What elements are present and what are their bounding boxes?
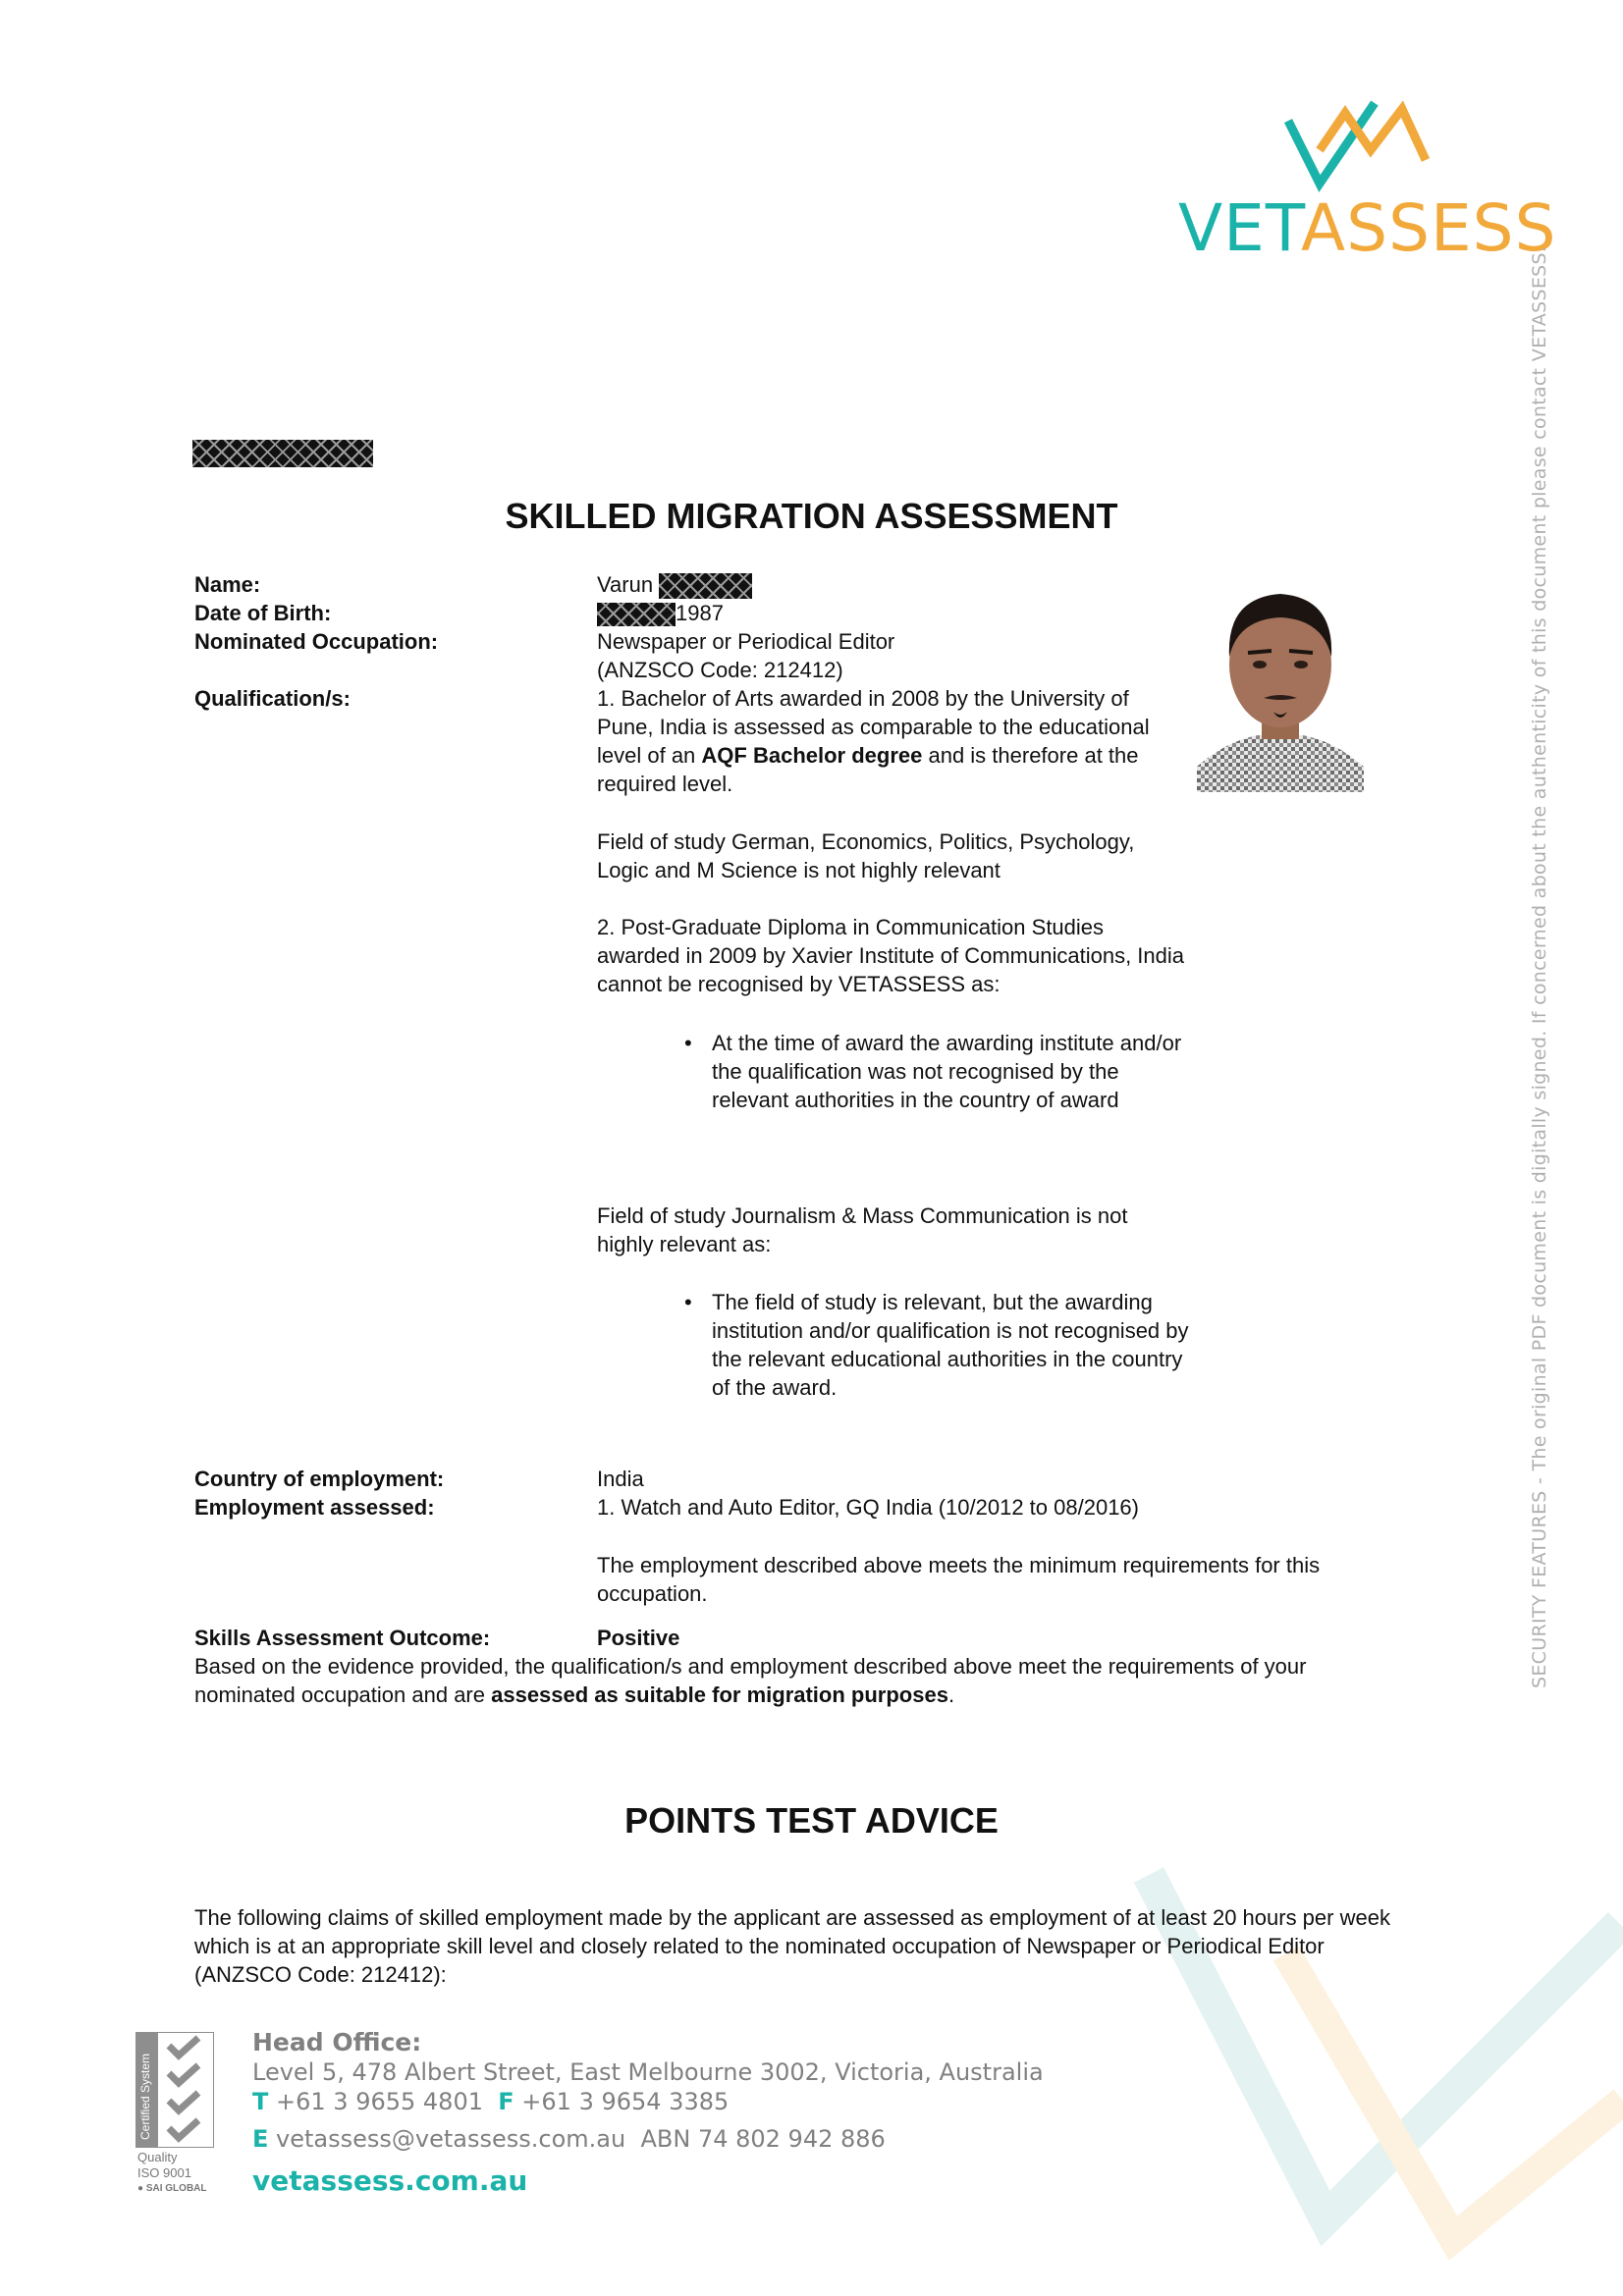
points-test-title: POINTS TEST ADVICE bbox=[624, 1800, 999, 1841]
occupation-code: (ANZSCO Code: 212412) bbox=[597, 658, 843, 682]
redacted-birth-day bbox=[597, 603, 676, 626]
outcome-statement-end: . bbox=[947, 1682, 955, 1707]
fax-label: F bbox=[498, 2088, 514, 2115]
assessment-title: SKILLED MIGRATION ASSESSMENT bbox=[505, 496, 1118, 536]
name-label: Name: bbox=[194, 572, 261, 597]
qualification-1-result: and is therefore at the required level. bbox=[597, 743, 1139, 796]
occupation-label: Nominated Occupation: bbox=[194, 629, 439, 654]
bullet-icon: • bbox=[684, 1031, 692, 1055]
points-test-text: The following claims of skilled employment made by the applicant are assessed as employment of at least 20 hours per week which is at an appropriate skill level and closely related to the nominated occupation of Newspaper or Periodical Editor (ANZSCO Code: 212412): bbox=[194, 1905, 1390, 1987]
qualification-1-text: 1. Bachelor of Arts awarded in 2008 by the University of Pune, India is assessed as comparable to the educational level of an bbox=[597, 686, 1150, 768]
email-address[interactable]: vetassess@vetassess.com.au bbox=[276, 2125, 626, 2153]
outcome-statement-emphasis: assessed as suitable for migration purposes bbox=[491, 1682, 948, 1707]
qualification-1-level: AQF Bachelor degree bbox=[701, 743, 923, 768]
security-features-text: SECURITY FEATURES - The original PDF document is digitally signed. If concerned about the authenticity of this document please contact VETASSESS. bbox=[1529, 245, 1550, 1688]
email-label: E bbox=[252, 2125, 269, 2153]
phone-number: +61 3 9655 4801 bbox=[276, 2088, 483, 2115]
background-chevron-watermark bbox=[1129, 1806, 1623, 2296]
outcome-statement bbox=[194, 1652, 1412, 1709]
cert-org-name: SAI GLOBAL bbox=[145, 2183, 207, 2194]
website-link[interactable]: vetassess.com.au bbox=[252, 2164, 528, 2197]
qualification-2-field-bullet-text: The field of study is relevant, but the awarding institution and/or qualification is not recognised by the relevant educational authorities in the country of the award. bbox=[712, 1290, 1189, 1400]
qualification-2-field-bullet bbox=[684, 1288, 1193, 1402]
cert-org-text bbox=[137, 2183, 207, 2194]
redacted-surname bbox=[659, 573, 752, 599]
outcome-value: Positive bbox=[597, 1626, 680, 1650]
abn-number: ABN 74 802 942 886 bbox=[640, 2125, 886, 2153]
dob-value bbox=[597, 599, 1186, 627]
name-value bbox=[597, 570, 1186, 599]
cert-iso-text: ISO 9001 bbox=[137, 2165, 191, 2180]
qualifications-label: Qualification/s: bbox=[194, 686, 351, 711]
country-label: Country of employment: bbox=[194, 1467, 445, 1491]
qualification-2-bullet-text: At the time of award the awarding institute and/or the qualification was not recognised by the relevant authorities in the country of award bbox=[712, 1031, 1182, 1112]
vetassess-logo-text: VETASSESS bbox=[1178, 190, 1557, 266]
qualification-2-bullet bbox=[684, 1029, 1183, 1114]
dob-year: 1987 bbox=[676, 601, 724, 625]
email-abn-line bbox=[252, 2125, 886, 2153]
qualification-2-field: Field of study Journalism & Mass Communication is not highly relevant as: bbox=[597, 1203, 1128, 1256]
qualification-1-field: Field of study German, Economics, Politics, Psychology, Logic and M Science is not highly relevant bbox=[597, 829, 1135, 882]
country-value: India bbox=[597, 1467, 644, 1491]
dob-label: Date of Birth: bbox=[194, 601, 332, 625]
outcome-label: Skills Assessment Outcome: bbox=[194, 1626, 491, 1650]
employment-label: Employment assessed: bbox=[194, 1495, 435, 1520]
phone-fax-line bbox=[252, 2088, 729, 2115]
phone-label: T bbox=[252, 2088, 269, 2115]
employment-value: 1. Watch and Auto Editor, GQ India (10/2012 to 08/2016) bbox=[597, 1495, 1139, 1520]
applicant-photo bbox=[1197, 574, 1364, 792]
qualification-2: 2. Post-Graduate Diploma in Communication Studies awarded in 2009 by Xavier Institute of Communications, India cannot be recognised by VETASSESS as: bbox=[597, 915, 1184, 996]
fax-number: +61 3 9654 3385 bbox=[521, 2088, 730, 2115]
employment-note: The employment described above meets the minimum requirements for this occupation. bbox=[597, 1553, 1321, 1606]
occupation-value: Newspaper or Periodical Editor bbox=[597, 629, 895, 654]
vetassess-logo-mark-icon bbox=[1276, 93, 1434, 201]
qualification-1 bbox=[597, 684, 1186, 798]
outcome-statement-text: Based on the evidence provided, the qualification/s and employment described above meet the requirements of your nominated occupation and are bbox=[194, 1654, 1307, 1707]
bullet-icon: • bbox=[684, 1290, 692, 1314]
head-office-label: Head Office: bbox=[252, 2028, 422, 2056]
certified-system-text: Certified System bbox=[138, 2053, 152, 2140]
name-text: Varun bbox=[597, 572, 654, 597]
cert-quality-text: Quality bbox=[137, 2150, 178, 2164]
head-office-address: Level 5, 478 Albert Street, East Melbourne 3002, Victoria, Australia bbox=[252, 2058, 1044, 2086]
sai-global-icon: ● bbox=[137, 2183, 144, 2194]
redacted-reference-number bbox=[192, 440, 373, 467]
